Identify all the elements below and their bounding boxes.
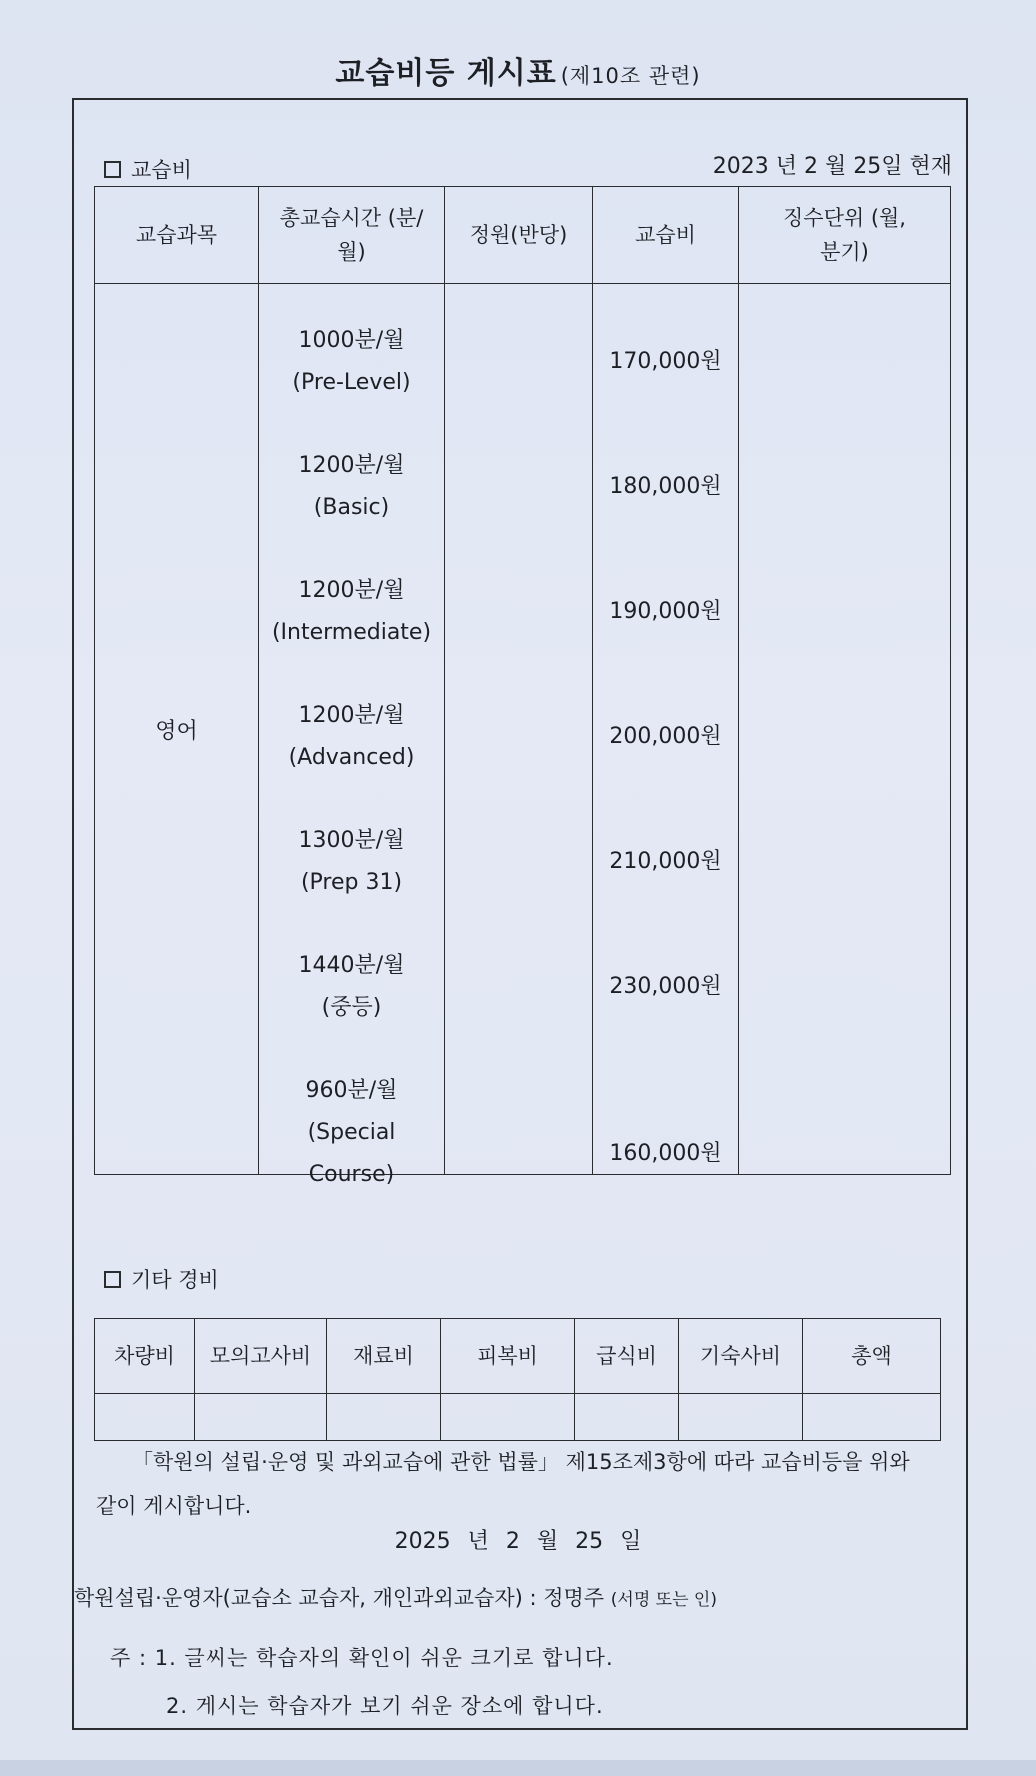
level-text: (Special Course) bbox=[307, 1120, 396, 1187]
fees-section-label: 교습비 bbox=[131, 158, 192, 182]
header-subject: 교습과목 bbox=[95, 187, 259, 284]
checkbox-square-icon bbox=[104, 161, 121, 178]
note-1: 주 : 1. 글씨는 학습자의 확인이 쉬운 크기로 합니다. bbox=[110, 1646, 614, 1670]
mock-exam-value bbox=[195, 1394, 327, 1441]
hours-entry bbox=[259, 534, 444, 659]
header-total: 총액 bbox=[803, 1319, 941, 1394]
fees-section-heading bbox=[104, 154, 192, 184]
other-expenses-header-row bbox=[95, 1319, 941, 1394]
capacity-cell bbox=[445, 284, 593, 1175]
operator-label: 학원설립·운영자(교습소 교습자, 개인과외교습자) : 정명주 bbox=[74, 1586, 605, 1610]
fee-table bbox=[94, 186, 951, 1187]
level-text: (Basic) bbox=[313, 495, 390, 520]
page-title bbox=[0, 48, 1036, 92]
header-fee: 교습비 bbox=[593, 187, 739, 284]
checkbox-square-icon bbox=[104, 1271, 121, 1288]
minutes-text: 1200분/월 bbox=[298, 578, 405, 603]
level-text: (Prep 31) bbox=[300, 870, 403, 895]
title-sub: (제10조 관련) bbox=[560, 64, 701, 88]
unit-cell bbox=[739, 284, 951, 1175]
minutes-text: 1200분/월 bbox=[298, 703, 405, 728]
level-text: (Advanced) bbox=[288, 745, 415, 770]
total-value bbox=[803, 1394, 941, 1441]
header-uniform: 피복비 bbox=[441, 1319, 575, 1394]
header-hours: 총교습시간 (분/월) bbox=[259, 187, 445, 284]
other-section-heading bbox=[104, 1264, 219, 1294]
fee-table-header-row bbox=[95, 187, 951, 284]
hours-entry bbox=[259, 909, 444, 1034]
signature-note: (서명 또는 인) bbox=[610, 1590, 717, 1610]
fee-value: 200,000원 bbox=[609, 724, 722, 749]
hours-entry bbox=[259, 409, 444, 534]
fee-value: 170,000원 bbox=[609, 349, 722, 374]
hours-entry bbox=[259, 284, 444, 409]
materials-value bbox=[327, 1394, 441, 1441]
hours-cell bbox=[259, 284, 445, 1187]
header-capacity: 정원(반당) bbox=[445, 187, 593, 284]
header-mock-exam: 모의고사비 bbox=[195, 1319, 327, 1394]
level-text: (중등) bbox=[321, 995, 382, 1020]
level-text: (Pre-Level) bbox=[292, 370, 411, 395]
posting-date: 2025 년 2 월 25 일 bbox=[394, 1529, 642, 1554]
other-expenses-value-row bbox=[95, 1394, 941, 1441]
header-unit: 징수단위 (월, 분기) bbox=[739, 187, 951, 284]
uniform-value bbox=[441, 1394, 575, 1441]
minutes-text: 1440분/월 bbox=[298, 953, 405, 978]
minutes-text: 960분/월 bbox=[305, 1078, 398, 1103]
header-dormitory: 기숙사비 bbox=[679, 1319, 803, 1394]
fee-cell bbox=[593, 284, 739, 1175]
fee-value: 180,000원 bbox=[609, 474, 722, 499]
level-text: (Intermediate) bbox=[271, 620, 432, 645]
fee-value: 230,000원 bbox=[609, 974, 722, 999]
hours-entry bbox=[259, 1034, 444, 1187]
header-meals: 급식비 bbox=[575, 1319, 679, 1394]
vehicle-value bbox=[95, 1394, 195, 1441]
subject-cell: 영어 bbox=[95, 284, 259, 1175]
hours-entry bbox=[259, 659, 444, 784]
minutes-text: 1300분/월 bbox=[298, 828, 405, 853]
dormitory-value bbox=[679, 1394, 803, 1441]
note-2: 2. 게시는 학습자가 보기 쉬운 장소에 합니다. bbox=[166, 1694, 604, 1718]
fee-value: 190,000원 bbox=[609, 599, 722, 624]
as-of-date: 2023 년 2 월 25일 현재 bbox=[712, 154, 952, 179]
minutes-text: 1200분/월 bbox=[298, 453, 405, 478]
minutes-text: 1000분/월 bbox=[298, 328, 405, 353]
meals-value bbox=[575, 1394, 679, 1441]
operator-line bbox=[74, 1582, 954, 1612]
fee-value: 160,000원 bbox=[609, 1141, 722, 1166]
header-materials: 재료비 bbox=[327, 1319, 441, 1394]
hours-entry bbox=[259, 784, 444, 909]
other-expenses-table bbox=[94, 1318, 941, 1441]
other-section-label: 기타 경비 bbox=[131, 1268, 219, 1292]
fee-value: 210,000원 bbox=[609, 849, 722, 874]
fee-table-body-row bbox=[95, 284, 951, 1175]
legal-statement: 「학원의 설립·운영 및 과외교습에 관한 법률」 제15조제3항에 따라 교습비등을 위와 같이 게시합니다. bbox=[96, 1450, 910, 1518]
title-main: 교습비등 게시표 bbox=[335, 56, 557, 91]
header-vehicle: 차량비 bbox=[95, 1319, 195, 1394]
